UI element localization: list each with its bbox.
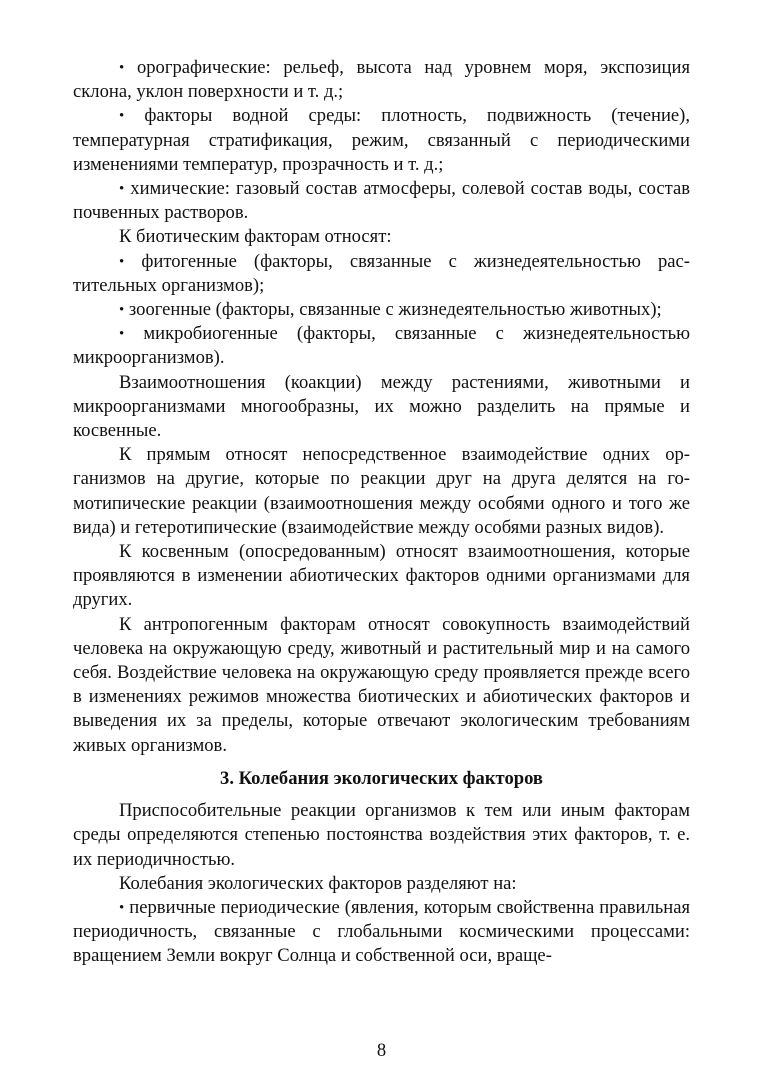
bullet-list-item bbox=[73, 56, 690, 104]
paragraph-text: Взаимоотношения (коакции) между растениями, животными и микроорганизмами многообразны, их можно разделить на прямые и косвенные. bbox=[73, 371, 690, 442]
paragraph-text: факторы водной среды: плотность, подвижность (течение), температурная стратификация, режим, связанный с периодическими изменениями температур, прозрачность и т. д.; bbox=[73, 105, 690, 175]
bullet-list-item bbox=[73, 298, 690, 322]
paragraph-text: первичные периодические (явления, которым свойственна правильная периодичность, связанные с глобальными космическими процессами: вращением Земли вокруг Солнца и собственной оси, враще- bbox=[73, 896, 690, 967]
paragraph bbox=[73, 799, 690, 872]
bullet-icon: • bbox=[119, 302, 125, 319]
paragraph-text: К антропогенным факторам относят совокупность взаимодействий человека на окружающую среду, животный и растительный мир и на самого себя. Воздействие человека на окружающую среду проявляется прежде всего в изменениях режимов множества биотических и абиотических факторов и выведения их за пределы, которые отвечают экологическим требованиям живых организмов. bbox=[73, 613, 690, 756]
paragraph-text: К биотическим факторам относят: bbox=[119, 226, 392, 248]
paragraph-text: химические: газовый состав атмосферы, солевой состав воды, состав почвенных растворов. bbox=[73, 178, 690, 224]
page-number: 8 bbox=[376, 1040, 387, 1061]
paragraph bbox=[73, 443, 690, 540]
paragraph-text: микробиогенные (факторы, связанные с жизнедеятельностью микроорганизмов). bbox=[73, 323, 690, 369]
bullet-list-item bbox=[73, 322, 690, 370]
paragraphs-before-heading bbox=[73, 56, 690, 758]
bullet-icon: • bbox=[119, 108, 125, 125]
bullet-list-item bbox=[73, 104, 690, 177]
paragraph bbox=[73, 613, 690, 758]
bullet-icon: • bbox=[119, 899, 125, 916]
paragraph-text: К прямым относят непосредственное взаимодействие одних организмов на другие, которые по реакции друг на друга делятся на гомотипические реакции (взаимоотношения между особями одного и того же вида) и гетеротипические (взаимодействие между особями разных видов). bbox=[73, 444, 690, 538]
bullet-icon: • bbox=[119, 253, 125, 270]
bullet-icon: • bbox=[119, 181, 125, 198]
bullet-list-item bbox=[73, 896, 690, 969]
paragraph bbox=[73, 225, 690, 249]
paragraph-text: фитогенные (факторы, связанные с жизнедеятельностью растительных организмов); bbox=[73, 250, 690, 296]
paragraph-text: К косвенным (опосредованным) относят взаимоотношения, которые проявляются в изменении абиотических факторов одними организмами для других. bbox=[73, 541, 690, 611]
paragraph-text: Колебания экологических факторов разделяют на: bbox=[119, 872, 517, 894]
paragraph bbox=[73, 540, 690, 613]
paragraph-text: орографические: рельеф, высота над уровнем моря, экспозиция склона, уклон поверхности и т. д.; bbox=[73, 57, 691, 103]
bullet-icon: • bbox=[119, 326, 125, 343]
paragraph bbox=[73, 872, 690, 896]
paragraph-text: Приспособительные реакции организмов к тем или иным факторам среды определяются степенью постоянства воздействия этих факторов, т. е. их периодичностью. bbox=[73, 800, 690, 870]
bullet-icon: • bbox=[119, 60, 125, 76]
paragraph bbox=[73, 371, 690, 444]
bullet-list-item bbox=[73, 250, 690, 298]
page-body bbox=[73, 56, 690, 969]
bullet-list-item bbox=[73, 177, 690, 225]
section-heading: 3. Колебания экологических факторов bbox=[220, 767, 543, 789]
paragraphs-after-heading bbox=[73, 799, 690, 968]
paragraph-text: зоогенные (факторы, связанные с жизнедеятельностью животных); bbox=[128, 299, 662, 321]
